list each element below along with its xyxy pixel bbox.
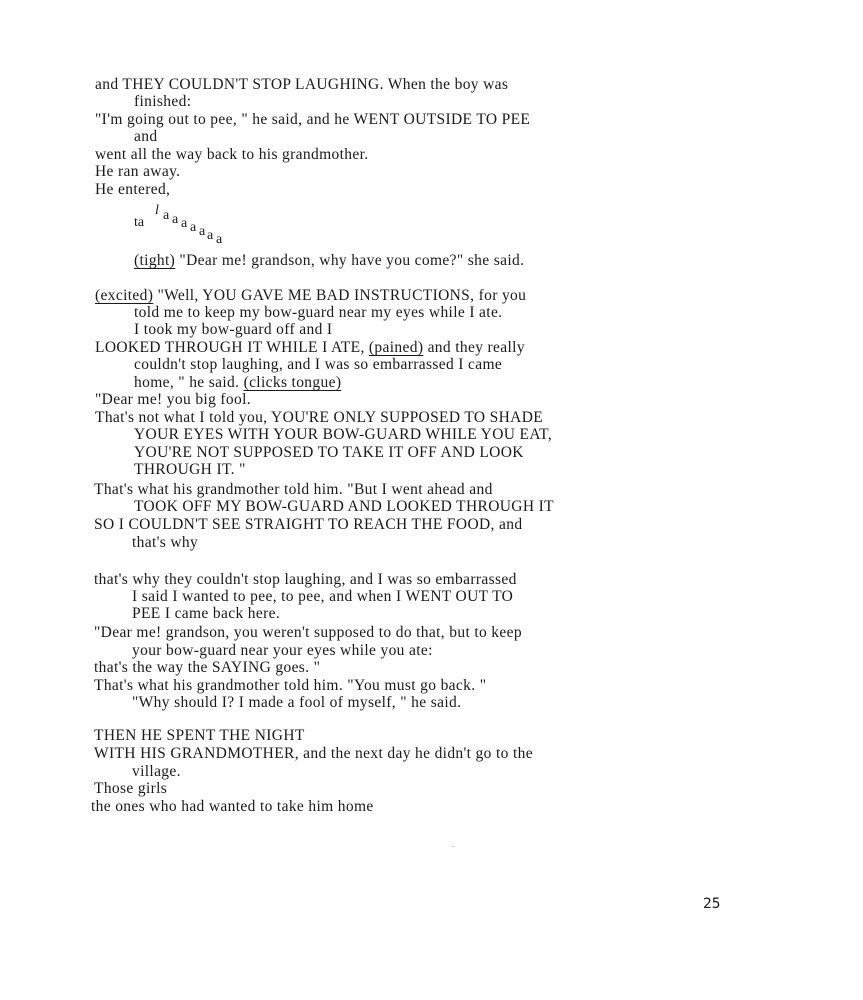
text-line bbox=[95, 339, 525, 357]
annotation: (excited) bbox=[95, 287, 154, 304]
text-segment: THROUGH IT. " bbox=[134, 461, 246, 478]
text-line bbox=[132, 694, 461, 712]
text-segment: and bbox=[134, 128, 158, 145]
text-segment: "Dear me! grandson, you weren't supposed to do that, but to keep bbox=[94, 624, 522, 641]
annotation: (tight) bbox=[134, 252, 176, 269]
text-segment: and THEY COULDN'T STOP LAUGHING. When the boy was bbox=[95, 76, 509, 93]
text-line bbox=[134, 93, 191, 111]
text-segment: "Dear me! grandson, why have you come?" she said. bbox=[175, 252, 525, 269]
chant-letter: a bbox=[181, 216, 188, 231]
text-line bbox=[132, 642, 433, 660]
chant-letter: ta bbox=[134, 215, 145, 230]
chant-letter: a bbox=[199, 224, 206, 239]
text-line bbox=[95, 391, 251, 409]
text-line bbox=[134, 426, 552, 444]
chant-letter: a bbox=[172, 212, 179, 227]
text-line bbox=[134, 374, 341, 392]
text-segment: That's not what I told you, YOU'RE ONLY SUPPOSED TO SHADE bbox=[95, 409, 544, 426]
annotation: (pained) bbox=[368, 339, 424, 356]
text-line bbox=[94, 727, 305, 745]
scan-speck bbox=[452, 846, 454, 847]
text-segment: PEE I came back here. bbox=[132, 605, 281, 622]
text-line bbox=[134, 128, 157, 146]
text-line bbox=[134, 321, 332, 339]
text-line bbox=[134, 356, 502, 374]
text-segment: I said I wanted to pee, to pee, and when I WENT OUT TO bbox=[132, 588, 514, 605]
text-line bbox=[134, 498, 554, 516]
text-segment: "Why should I? I made a fool of myself, " he said. bbox=[132, 694, 462, 711]
text-line bbox=[94, 516, 522, 534]
text-line bbox=[134, 304, 502, 322]
text-line bbox=[132, 534, 198, 552]
text-line bbox=[95, 163, 180, 181]
text-segment: Those girls bbox=[94, 780, 168, 797]
text-segment: That's what his grandmother told him. "But I went ahead and bbox=[94, 481, 493, 498]
text-segment: your bow-guard near your eyes while you ate: bbox=[132, 642, 433, 659]
text-line bbox=[94, 745, 533, 763]
text-line bbox=[95, 409, 543, 427]
chant-letter: a bbox=[216, 232, 223, 247]
text-line bbox=[95, 76, 508, 94]
text-line bbox=[132, 605, 280, 623]
text-segment: that's why they couldn't stop laughing, and I was so embarrassed bbox=[94, 571, 517, 588]
text-segment: He ran away. bbox=[95, 163, 181, 180]
text-segment: LOOKED THROUGH IT WHILE I ATE, bbox=[95, 339, 369, 356]
chant-letter: a bbox=[190, 220, 197, 235]
text-segment: He entered, bbox=[95, 181, 171, 198]
text-segment: and they really bbox=[423, 339, 525, 356]
text-line bbox=[94, 481, 493, 499]
text-segment: "Well, YOU GAVE ME BAD INSTRUCTIONS, for you bbox=[153, 287, 527, 304]
text-segment: THEN HE SPENT THE NIGHT bbox=[94, 727, 305, 744]
chant-letter: a bbox=[207, 228, 214, 243]
text-segment: finished: bbox=[134, 93, 192, 110]
text-segment: "Dear me! you big fool. bbox=[95, 391, 251, 408]
text-segment: YOU'RE NOT SUPPOSED TO TAKE IT OFF AND LOOK bbox=[134, 444, 524, 461]
text-line bbox=[95, 146, 368, 164]
text-line bbox=[95, 287, 526, 305]
text-segment: I took my bow-guard off and I bbox=[134, 321, 333, 338]
text-segment: went all the way back to his grandmother. bbox=[95, 146, 369, 163]
text-segment: WITH HIS GRANDMOTHER, and the next day he didn't go to the bbox=[94, 745, 533, 762]
chant-letter: a bbox=[163, 208, 170, 223]
text-line bbox=[94, 659, 320, 677]
text-line bbox=[134, 461, 246, 479]
text-line bbox=[132, 588, 513, 606]
text-segment: the ones who had wanted to take him home bbox=[91, 798, 374, 815]
text-line bbox=[94, 780, 167, 798]
text-line bbox=[134, 444, 524, 462]
text-segment: told me to keep my bow-guard near my eyes while I ate. bbox=[134, 304, 503, 321]
text-line bbox=[134, 252, 524, 270]
text-segment: That's what his grandmother told him. "You must go back. " bbox=[94, 677, 487, 694]
text-line bbox=[95, 111, 530, 129]
text-segment: couldn't stop laughing, and I was so embarrassed I came bbox=[134, 356, 503, 373]
annotation: (clicks tongue) bbox=[243, 374, 342, 391]
chant-letter: l bbox=[155, 203, 159, 218]
text-segment: home, " he said. bbox=[134, 374, 244, 391]
text-segment: SO I COULDN'T SEE STRAIGHT TO REACH THE FOOD, and bbox=[94, 516, 523, 533]
text-line bbox=[91, 798, 374, 816]
text-segment: TOOK OFF MY BOW-GUARD AND LOOKED THROUGH IT bbox=[134, 498, 554, 515]
text-line bbox=[94, 624, 522, 642]
text-line bbox=[132, 763, 181, 781]
text-segment: village. bbox=[132, 763, 181, 780]
text-segment: that's the way the SAYING goes. " bbox=[94, 659, 321, 676]
text-segment: "I'm going out to pee, " he said, and he WENT OUTSIDE TO PEE bbox=[95, 111, 531, 128]
text-segment: that's why bbox=[132, 534, 199, 551]
text-segment: YOUR EYES WITH YOUR BOW-GUARD WHILE YOU EAT, bbox=[134, 426, 553, 443]
page-number: 25 bbox=[703, 896, 721, 912]
text-line bbox=[94, 571, 517, 589]
text-line bbox=[94, 677, 486, 695]
text-line bbox=[95, 181, 170, 199]
